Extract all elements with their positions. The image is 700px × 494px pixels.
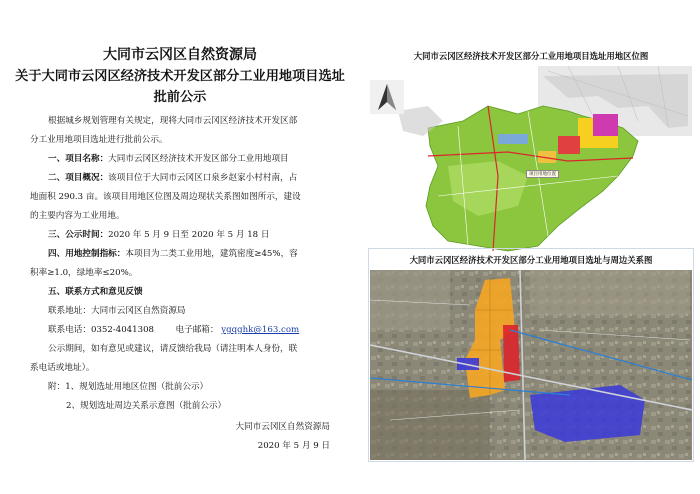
signature-org: 大同市云冈区自然资源局 <box>235 422 330 432</box>
issuing-organization: 大同市云冈区自然资源局 <box>103 47 257 63</box>
project-location-label: 项目用地位置 <box>526 170 559 178</box>
section-publicity-period: 三、公示时间：2020 年 5 月 9 日至 2020 年 5 月 18 日 <box>48 230 270 240</box>
relation-map[interactable] <box>370 270 692 460</box>
attachment-1: 附：1、规划选址用地区位图（批前公示） <box>48 382 209 392</box>
field-patch <box>370 270 450 330</box>
notice-title: 关于大同市云冈区经济技术开发区部分工业用地项目选址 <box>15 69 345 84</box>
contact-phone-email: 联系电话：0352-4041308 电子邮箱： ygqghk@163.com <box>48 325 300 335</box>
field-patch <box>530 270 690 315</box>
field-patch <box>370 390 490 460</box>
intro-paragraph: 根据城乡规划管理有关规定，现将大同市云冈区经济技术开发区部 分工业用地项目选址进行批前公示。 <box>30 116 298 145</box>
section-land-indicators: 四、用地控制指标：本项目为二类工业用地，建筑密度≥45%，容 积率≥1.0，绿地率≤20%。 <box>30 249 298 278</box>
planning-block-red <box>558 136 580 154</box>
email-link[interactable]: ygqghk@163.com <box>221 325 300 335</box>
planning-block-blue <box>498 134 528 144</box>
section-project-overview: 二、项目概况：该项目位于大同市云冈区口泉乡赵家小村村南，占 地面积 290.3 亩。该项目用地区位图及周边现状关系图如图所示，建设 的主要内容为工业用地。 <box>30 173 301 221</box>
attachments <box>30 378 340 416</box>
location-map-graphic <box>368 66 692 252</box>
section-contact: 五、联系方式和意见反馈 联系地址：大同市云冈区自然资源局 联系电话：0352-4041308 电子邮箱： ygqghk@163.com 公示期间，如有意见或建议，请反馈给我局（请注明本人身份，联 系电话或地址）。 <box>30 283 340 378</box>
location-map-title: 大同市云冈区经济技术开发区部分工业用地项目选址用地区位图 <box>413 51 649 61</box>
contact-address: 联系地址：大同市云冈区自然资源局 <box>48 306 186 316</box>
notice-subtitle: 批前公示 <box>153 90 207 105</box>
location-map[interactable] <box>368 66 692 252</box>
relation-map-graphic <box>370 270 692 460</box>
map-compass-icon <box>370 80 404 114</box>
planning-block-magenta <box>593 114 618 136</box>
signature-date: 2020 年 5 月 9 日 <box>257 441 330 451</box>
attachment-2: 2、规划选址周边关系示意图（批前公示） <box>66 401 227 411</box>
relation-map-title: 大同市云冈区经济技术开发区部分工业用地项目选址与周边关系图 <box>409 255 653 265</box>
section-project-name: 一、项目名称：大同市云冈区经济技术开发区部分工业用地项目 <box>48 154 289 164</box>
